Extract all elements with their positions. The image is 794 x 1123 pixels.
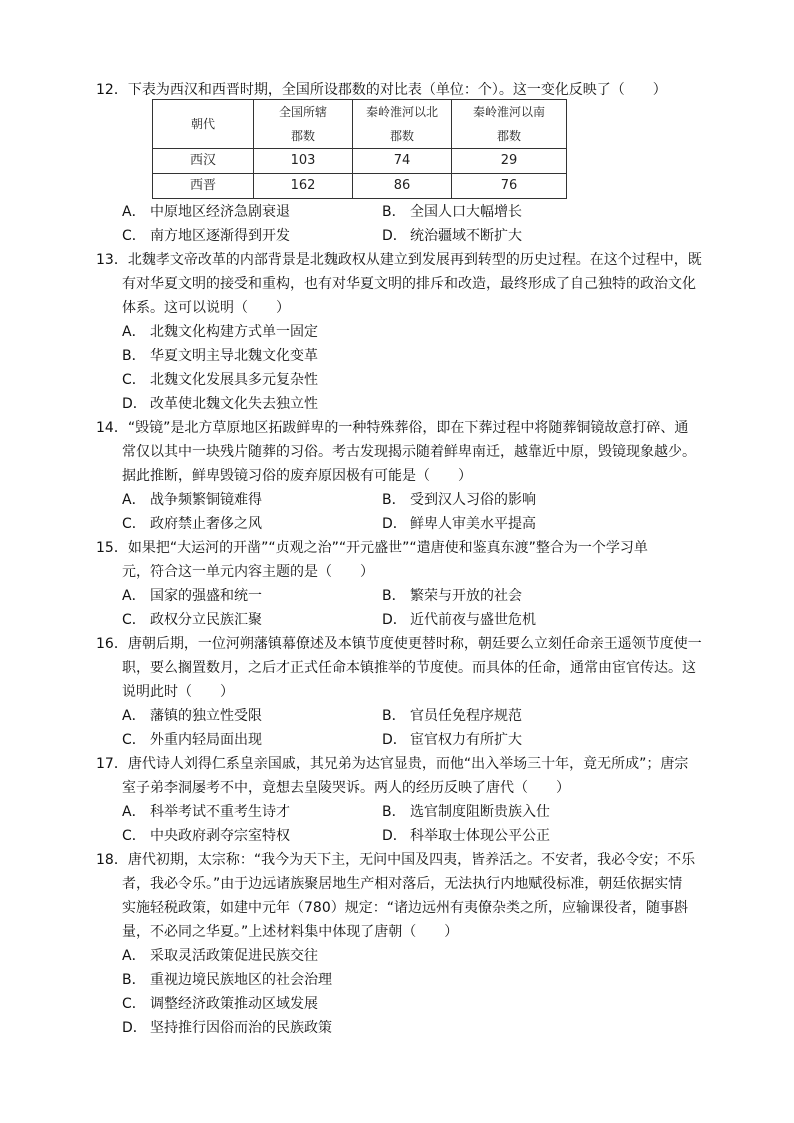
q18-stem-line: 实施轻税政策，如建中元年（780）规定：“诸边远州有夷僚杂类之所，应输课役者，随事斟	[122, 900, 688, 916]
table-cell: 103	[254, 149, 353, 174]
q12-option-d[interactable]: D． 统治疆域不断扩大	[382, 228, 522, 244]
q17-stem-line: 室子弟李洞屡考不中，竟想去皇陵哭诉。两人的经历反映了唐代（ ）	[122, 780, 570, 796]
table-row	[153, 174, 567, 199]
q13-option-a[interactable]: A． 北魏文化构建方式单一固定	[122, 324, 318, 340]
q17-option-d[interactable]: D． 科举取士体现公平公正	[382, 828, 550, 844]
q16-option-b[interactable]: B． 官员任免程序规范	[382, 708, 522, 724]
table-header-row	[153, 100, 567, 149]
q16-stem-line: 说明此时（ ）	[122, 684, 234, 700]
q14-stem-line: 常仅以其中一块残片随葬的习俗。考古发现揭示随着鲜卑南迁，越靠近中原，毁镜现象越少。	[122, 444, 696, 460]
q13-stem-line: 13．北魏孝文帝改革的内部背景是北魏政权从建立到发展再到转型的历史过程。在这个过程中，既	[96, 252, 702, 268]
table-cell: 76	[452, 174, 567, 199]
q12-stem: 12．下表为西汉和西晋时期，全国所设郡数的对比表（单位：个）。这一变化反映了（ ）	[96, 82, 667, 98]
q14-option-c[interactable]: C． 政府禁止奢侈之风	[122, 516, 262, 532]
q16-option-c[interactable]: C． 外重内轻局面出现	[122, 732, 262, 748]
q18-option-d[interactable]: D． 坚持推行因俗而治的民族政策	[122, 1020, 332, 1036]
q15-stem-line: 元，符合这一单元内容主题的是（ ）	[122, 564, 374, 580]
table-header-cell: 秦岭淮河以北 郡数	[353, 100, 452, 149]
q14-option-d[interactable]: D． 鲜卑人审美水平提高	[382, 516, 536, 532]
table-cell: 西汉	[153, 149, 254, 174]
q18-option-a[interactable]: A． 采取灵活政策促进民族交往	[122, 948, 318, 964]
table-row	[153, 149, 567, 174]
q18-option-b[interactable]: B． 重视边境民族地区的社会治理	[122, 972, 332, 988]
q18-option-c[interactable]: C． 调整经济政策推动区域发展	[122, 996, 318, 1012]
q12-table	[152, 99, 567, 199]
q16-stem-line: 16．唐朝后期，一位河朔藩镇幕僚述及本镇节度使更替时称，朝廷要么立刻任命亲王遥领节度使一	[96, 636, 702, 652]
q16-stem-line: 职，要么搁置数月，之后才正式任命本镇推举的节度使。而具体的任命，通常由宦官传达。这	[122, 660, 696, 676]
table-header-cell: 朝代	[153, 100, 254, 149]
q17-stem-line: 17．唐代诗人刘得仁系皇亲国戚，其兄弟为达官显贵，而他“出入举场三十年，竟无所成”；唐宗	[96, 756, 689, 772]
q17-option-a[interactable]: A． 科举考试不重考生诗才	[122, 804, 290, 820]
q12-option-a[interactable]: A． 中原地区经济急剧衰退	[122, 204, 290, 220]
q12-option-c[interactable]: C． 南方地区逐渐得到开发	[122, 228, 290, 244]
q13-option-b[interactable]: B． 华夏文明主导北魏文化变革	[122, 348, 318, 364]
q15-option-c[interactable]: C． 政权分立民族汇聚	[122, 612, 262, 628]
q17-option-b[interactable]: B． 选官制度阻断贵族入仕	[382, 804, 550, 820]
table-cell: 西晋	[153, 174, 254, 199]
q15-stem-line: 15．如果把“大运河的开凿”“贞观之治”“开元盛世”“遣唐使和鉴真东渡”整合为一个学习单	[96, 540, 648, 556]
q15-option-b[interactable]: B． 繁荣与开放的社会	[382, 588, 522, 604]
q13-option-c[interactable]: C． 北魏文化发展具多元复杂性	[122, 372, 318, 388]
table-cell: 86	[353, 174, 452, 199]
table-cell: 74	[353, 149, 452, 174]
q12-option-b[interactable]: B． 全国人口大幅增长	[382, 204, 522, 220]
table-cell: 29	[452, 149, 567, 174]
table-cell: 162	[254, 174, 353, 199]
q16-option-a[interactable]: A． 藩镇的独立性受限	[122, 708, 262, 724]
q14-option-a[interactable]: A． 战争频繁铜镜难得	[122, 492, 262, 508]
q16-option-d[interactable]: D． 宦官权力有所扩大	[382, 732, 522, 748]
q17-option-c[interactable]: C． 中央政府剥夺宗室特权	[122, 828, 290, 844]
q15-option-d[interactable]: D． 近代前夜与盛世危机	[382, 612, 536, 628]
q18-stem-line: 者，我必令乐。”由于边远诸族聚居地生产相对落后，无法执行内地赋役标准，朝廷依据实情	[122, 876, 683, 892]
q14-stem-line: 14．“毁镜”是北方草原地区拓跋鲜卑的一种特殊葬俗，即在下葬过程中将随葬铜镜故意打碎、通	[96, 420, 689, 436]
q14-option-b[interactable]: B． 受到汉人习俗的影响	[382, 492, 536, 508]
q13-option-d[interactable]: D． 改革使北魏文化失去独立性	[122, 396, 318, 412]
q18-stem-line: 量，不必同之华夏。”上述材料集中体现了唐朝（ ）	[122, 924, 459, 940]
q13-stem-line: 有对华夏文明的接受和重构，也有对华夏文明的排斥和改造，最终形成了自己独特的政治文化	[122, 276, 696, 292]
q14-stem-line: 据此推断，鲜卑毁镜习俗的废弃原因极有可能是（ ）	[122, 468, 472, 484]
table-header-cell: 全国所辖 郡数	[254, 100, 353, 149]
table-header-cell: 秦岭淮河以南 郡数	[452, 100, 567, 149]
q18-stem-line: 18．唐代初期，太宗称：“我今为天下主，无问中国及四夷，皆养活之。不安者，我必令安；不乐	[96, 852, 696, 868]
q15-option-a[interactable]: A． 国家的强盛和统一	[122, 588, 262, 604]
q13-stem-line: 体系。这可以说明（ ）	[122, 300, 290, 316]
